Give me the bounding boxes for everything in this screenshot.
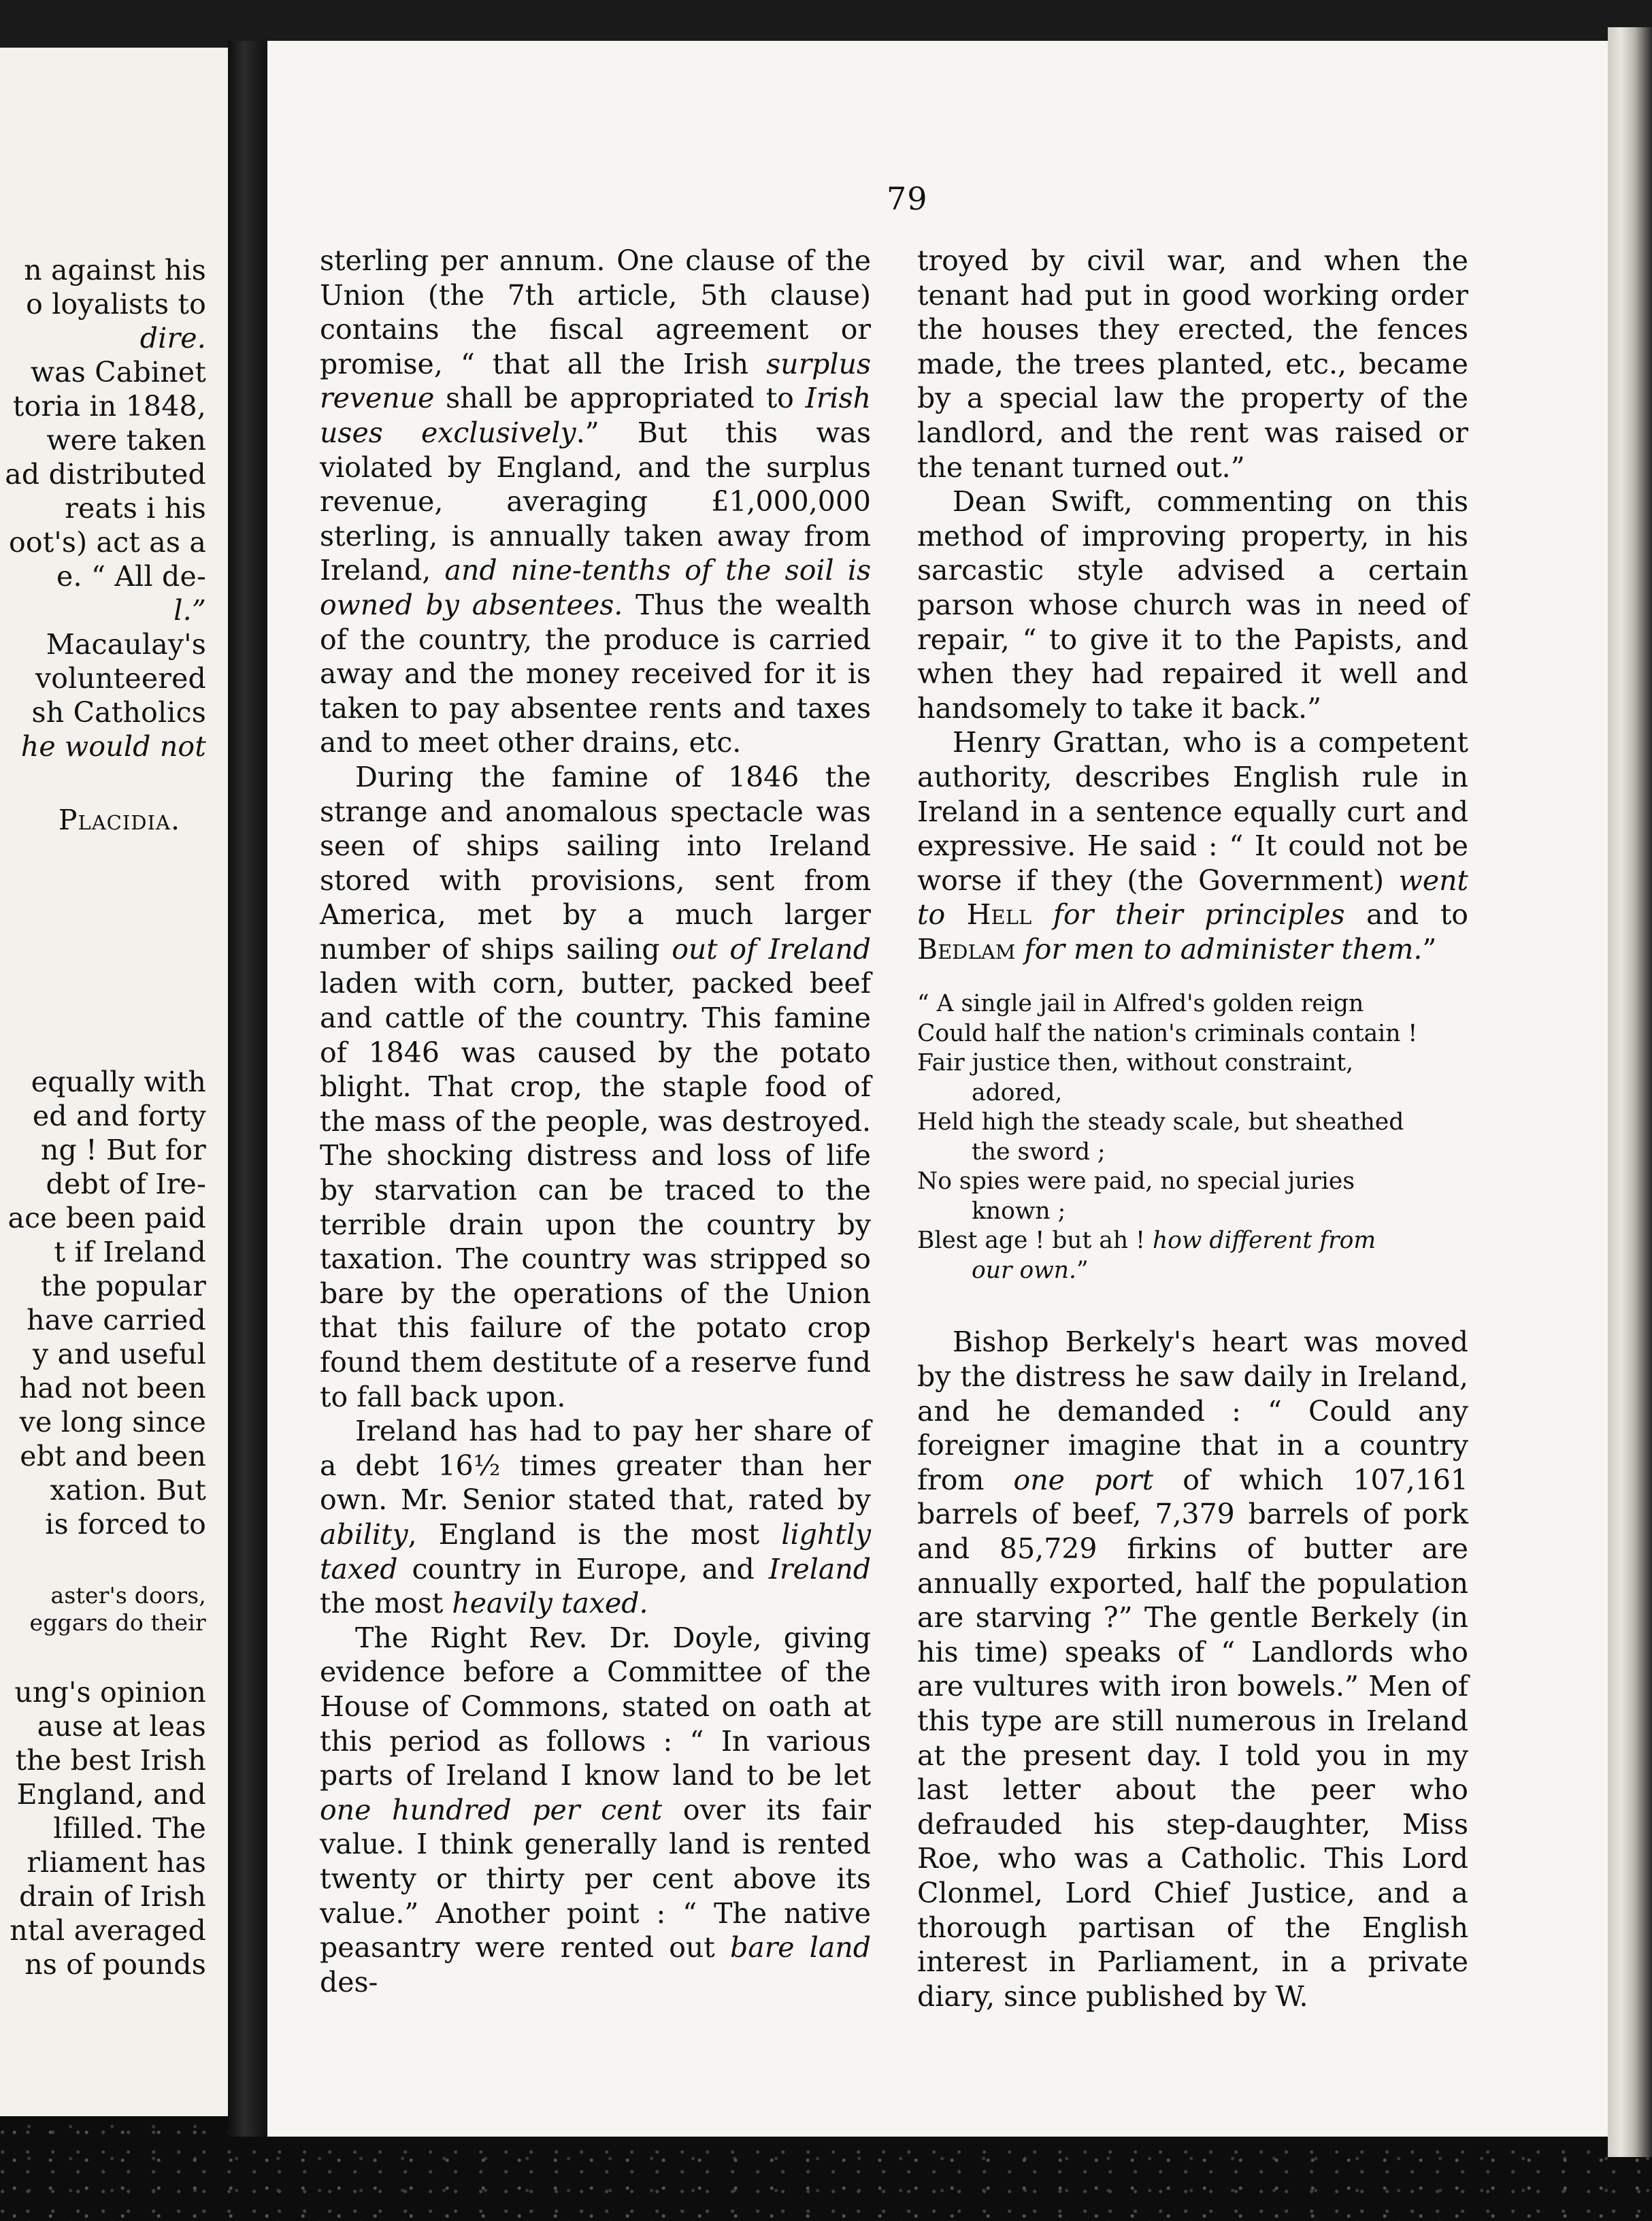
left-page-line: ns of pounds	[24, 1948, 206, 1981]
left-page-line: had not been	[19, 1372, 206, 1404]
left-page-line: volunteered	[35, 662, 206, 695]
page-edge	[1608, 27, 1652, 2157]
verse-line: No spies were paid, no special juries known ;	[917, 1168, 1355, 1225]
text-run: Bedlam	[917, 932, 1016, 966]
italic-run: for men to administer them.	[1015, 932, 1423, 966]
text-run: the most	[320, 1587, 452, 1620]
text-run: troyed by civil war, and when the tenant had put in good working order the houses they erected, the fences made, the trees planted, etc., became by a special law the property of the landlord, and the rent was raised or the tenant turned out.”	[917, 244, 1468, 484]
text-run: The Right Rev. Dr. Doyle, giving evidence before a Committee of the House of Commons, stated on oath at this period as follows : “ In various parts of Ireland I know land to be let	[320, 1621, 871, 1792]
italic-run: Irish uses exclusively	[320, 382, 871, 449]
left-page-line: l.”	[174, 594, 206, 627]
left-page-line: ause at leas	[37, 1710, 206, 1743]
left-page-line: eggars do their	[29, 1609, 206, 1636]
italic-run: surplus revenue	[320, 347, 871, 415]
left-page-line: sh Catholics	[31, 696, 206, 729]
italic-run: and nine-tenths of the soil is owned by absentees.	[320, 554, 871, 621]
text-run: shall be appropriated to	[434, 382, 806, 415]
left-page-line: ve long since	[19, 1406, 206, 1438]
italic-run: Ireland	[768, 1552, 871, 1585]
left-page-line: ebt and been	[20, 1440, 206, 1473]
left-page-line: ung's opinion	[14, 1676, 206, 1709]
paragraph	[320, 1621, 871, 2000]
text-run: Bishop Berkely's heart was moved by the distress he saw daily in Ireland, and he demanded : “ Could any foreigner imagine that in a country from	[917, 1326, 1468, 1496]
verse-quotation	[917, 989, 1468, 1285]
verse-line: “ A single jail in Alfred's golden reign	[917, 990, 1364, 1018]
italic-run: bare land	[730, 1931, 871, 1964]
text-run: des-	[320, 1965, 378, 1998]
left-page-line: equally with	[31, 1066, 206, 1098]
left-page-line: were taken	[46, 424, 206, 457]
text-run: over its fair value. I think generally land is rented twenty or thirty per cent above its value.” Another point : “ The native peasantry were rented out	[320, 1793, 871, 1964]
paragraph	[917, 725, 1468, 966]
left-page-line: Macaulay's	[46, 628, 206, 661]
left-page-line: have carried	[27, 1304, 206, 1336]
left-page-line: o loyalists to	[26, 288, 206, 320]
text-run: Henry Grattan, who is a competent authority, describes English rule in Ireland in a sentence equally curt and expressive. He said : “ It could not be worse if they (the Government)	[917, 726, 1468, 897]
text-run: , England is the most	[408, 1517, 782, 1551]
left-page-line: debt of Ire-	[46, 1168, 206, 1200]
left-page-line: the popular	[40, 1270, 206, 1302]
italic-run: went to	[917, 863, 1468, 932]
paragraph	[320, 244, 871, 760]
text-run: Ireland has had to pay her share of a debt 16½ times greater than her own. Mr. Senior stated that, rated by	[320, 1415, 871, 1517]
verse-line: Could half the nation's criminals contain !	[917, 1019, 1418, 1047]
italic-run: for their principles	[1031, 898, 1345, 932]
left-page-line: aster's doors,	[50, 1582, 206, 1609]
text-run: of which 107,161 barrels of beef, 7,379 barrels of pork and 85,729 firkins of butter are annually exported, half the population are starving ?” The gentle Berkely (in his time) speaks of “ Landlords who are vultures with iron bowels.” Men of this type are still numerous in Ireland at the present day. I told you in my last letter about the peer who defrauded his step-daughter, Miss Roe, who was a Catholic. This Lord Clonmel, Lord Chief Justice, and a thorough partisan of the English interest in Parliament, in a private diary, since published by W.	[917, 1463, 1468, 2013]
text-run: Dean Swift, commenting on this method of improving property, in his sarcastic style advised a certain parson whose church was in need of repair, “ to give it to the Papists, and when they had repaired it well and handsomely to take it back.”	[917, 485, 1468, 725]
text-run: and to	[1344, 898, 1468, 932]
left-page-line: he would not	[20, 730, 206, 763]
left-page-line: rliament has	[27, 1846, 206, 1879]
left-page-line: ace been paid	[7, 1202, 206, 1234]
left-page-line: is forced to	[45, 1508, 206, 1541]
paragraph	[917, 484, 1468, 725]
left-page-line: y and useful	[32, 1338, 206, 1370]
column-middle	[320, 244, 871, 1999]
verse-line: Fair justice then, without constraint, adored,	[917, 1049, 1354, 1106]
italic-run: lightly taxed	[320, 1517, 871, 1585]
italic-run: ability	[320, 1517, 408, 1551]
left-page-line: e. “ All de-	[56, 560, 206, 593]
left-page-fragment	[0, 48, 228, 2116]
column-right	[917, 244, 1468, 2013]
left-page-line: toria in 1848,	[12, 390, 206, 423]
verse-line: Held high the steady scale, but sheathed the sword ;	[917, 1108, 1404, 1166]
italic-run: heavily taxed.	[452, 1587, 648, 1620]
left-page-line: lfilled. The	[53, 1812, 206, 1845]
left-page-line: reats i his	[65, 492, 206, 525]
text-run: sterling per annum. One clause of the Union (the 7th article, 5th clause) contains the fiscal agreement or promise, “ that all the Irish	[320, 244, 871, 380]
page-number: 79	[887, 180, 928, 217]
paragraph	[320, 760, 871, 1414]
text-run: ”	[1422, 932, 1437, 966]
left-page-line: England, and	[16, 1778, 206, 1811]
verse-line: Blest age ! but ah ! how different from our own.”	[917, 1227, 1376, 1284]
text-run: laden with corn, butter, packed beef and cattle of the country. This famine of 1846 was caused by the potato blight. That crop, the staple food of the mass of the people, was destroyed. The shocking distress and loss of life by starvation can be traced to the terrible drain upon the country by taxation. The country was stripped so bare by the operations of the Union that this failure of the potato crop found them destitute of a reserve fund to fall back upon.	[320, 967, 871, 1413]
left-page-line: ng ! But for	[40, 1134, 206, 1166]
left-page-line: was Cabinet	[30, 356, 206, 389]
italic-run: out of Ireland	[672, 932, 872, 966]
left-page-line: ed and forty	[32, 1100, 206, 1132]
left-page-line: n against his	[24, 254, 206, 286]
paragraph	[917, 1325, 1468, 2013]
left-page-line: oot's) act as a	[8, 526, 206, 559]
text-run: Thus the wealth of the country, the produce is carried away and the money received for it is taken to pay absentee rents and taxes and to meet other drains, etc.	[320, 588, 871, 759]
left-page-line: t if Ireland	[54, 1236, 206, 1268]
book-spine	[228, 41, 267, 2137]
left-page-line: ntal averaged	[10, 1914, 206, 1947]
left-page-line: xation. But	[50, 1474, 206, 1507]
text-run: .” But this was violated by England, and the surplus revenue, averaging £1,000,000 sterling, is annually taken away from Ireland,	[320, 416, 871, 587]
text-run: country in Europe, and	[397, 1552, 769, 1585]
left-page-line: Placidia.	[58, 804, 180, 836]
text-run: During the famine of 1846 the strange and anomalous spectacle was seen of ships sailing into Ireland stored with provisions, sent from America, met by a much larger number of ships sailing	[320, 760, 871, 966]
left-page-line: ad distributed	[5, 458, 206, 491]
italic-run: one port	[1013, 1463, 1154, 1496]
left-page-line: the best Irish	[15, 1744, 206, 1777]
text-run: Hell	[966, 898, 1032, 932]
left-page-line: dire.	[139, 322, 206, 355]
italic-run: one hundred per cent	[320, 1793, 663, 1826]
paragraph	[320, 1414, 871, 1621]
paragraph	[917, 244, 1468, 484]
left-page-line: drain of Irish	[19, 1880, 206, 1913]
